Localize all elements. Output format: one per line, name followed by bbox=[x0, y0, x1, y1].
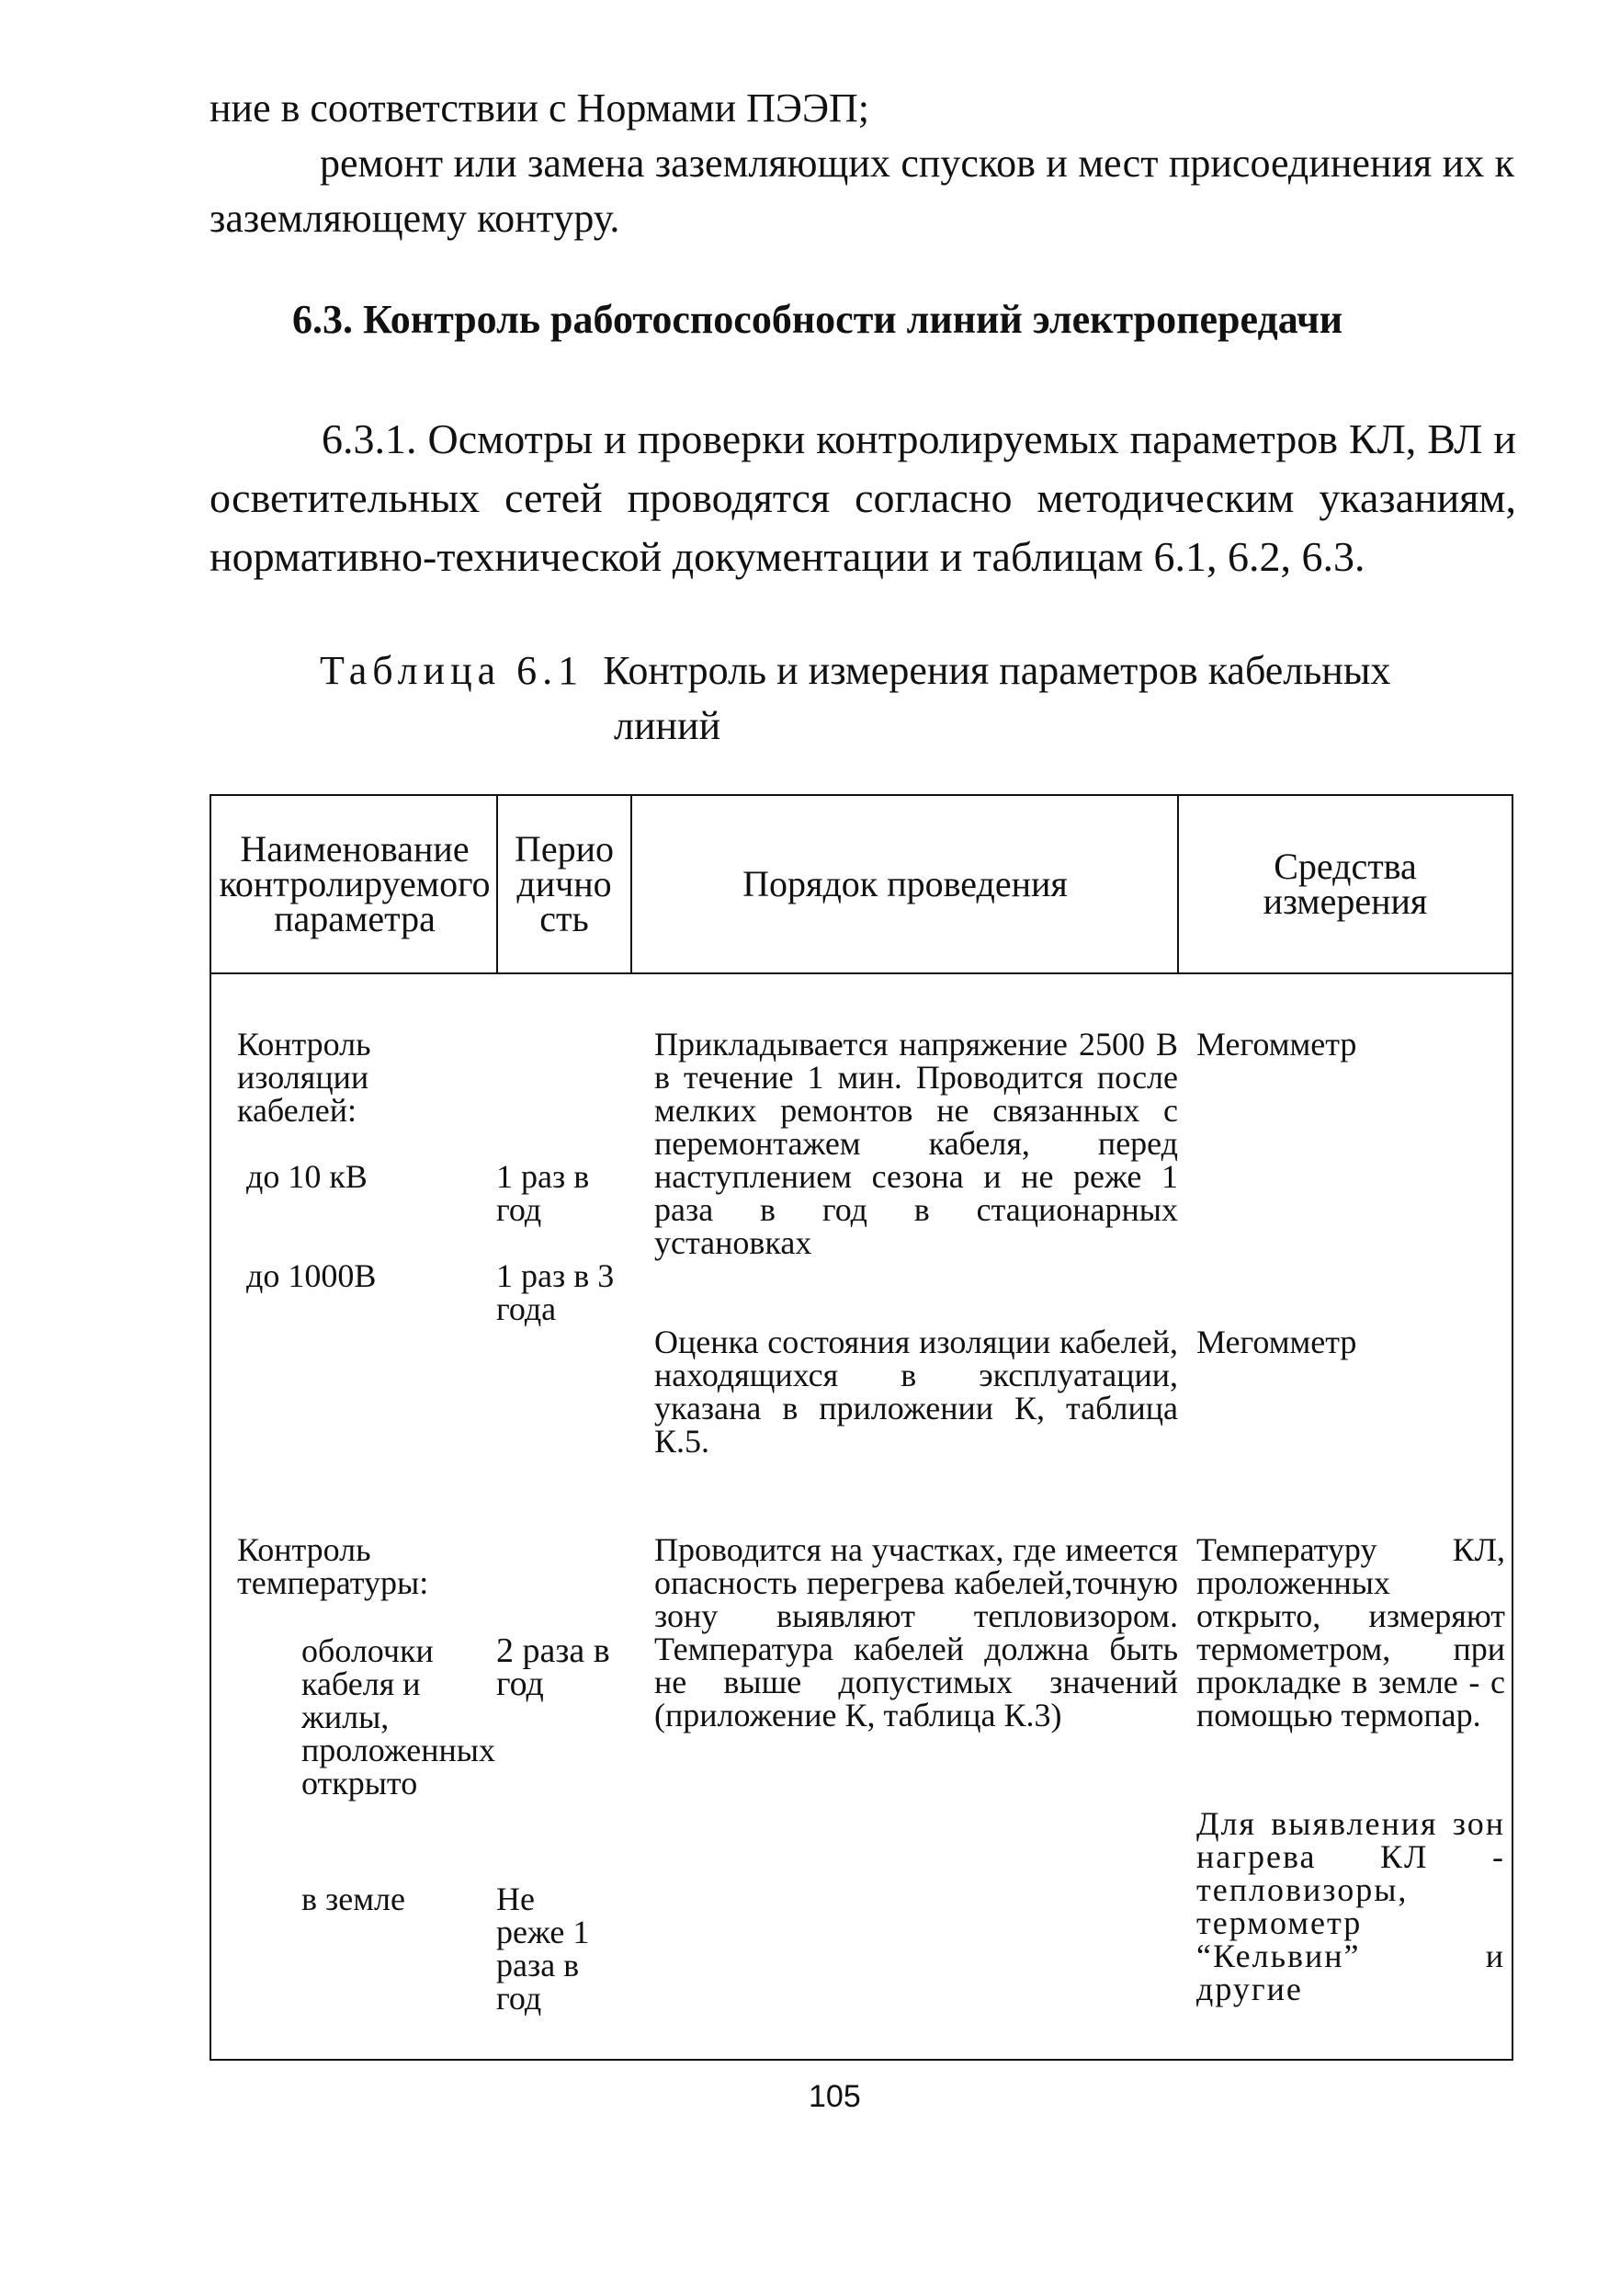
body-line-1: ние в соответствии с Нормами ПЭЭП; bbox=[210, 85, 869, 131]
table-header-cell: Наименование контролируемого параметра bbox=[219, 828, 491, 939]
row-procedure: Проводится на участках, где имеется опасность перегрева кабелей,точную зону выявляют тепловизором. Температура кабелей должна быть не выше допустимых значений (приложение К, таблица К.3) bbox=[654, 1531, 1178, 1733]
row-param-sub: оболочки кабеля и жилы, проложенных открыто bbox=[301, 1632, 495, 1802]
row-procedure: Оценка состояния изоляции кабелей, находящихся в эксплуатации, указана в приложении К, таблица К.5. bbox=[654, 1324, 1178, 1460]
body-paragraph-3: 6.3.1. Осмотры и проверки контролируемых параметров КЛ, ВЛ и осветительных сетей проводятся согласно методическим указаниям, нормативно-технической документации и таблицам 6.1, 6.2, 6.3. bbox=[210, 415, 1516, 580]
row-param-sub: до 10 кВ bbox=[246, 1158, 368, 1195]
row-period: 2 раза в год bbox=[496, 1631, 610, 1703]
table-header-cell: Порядок проведения bbox=[742, 863, 1068, 904]
row-tool: Для выявления зон нагрева КЛ - тепловизоры, термометр “Кельвин” и другие bbox=[1196, 1805, 1505, 2007]
table-header-rule bbox=[210, 972, 1513, 974]
section-title: 6.3. Контроль работоспособности линий электропередачи bbox=[292, 297, 1343, 342]
page-number: 105 bbox=[809, 2079, 861, 2114]
row-tool: Мегомметр bbox=[1196, 1026, 1357, 1063]
table-caption-title-cont: линий bbox=[614, 703, 721, 748]
row-param-sub: до 1000В bbox=[246, 1257, 377, 1294]
table-divider bbox=[630, 794, 632, 974]
row-procedure: Прикладывается напряжение 2500 В в течение 1 мин. Проводится после мелких ремонтов не связанных с перемонтажем кабеля, перед наступлением сезона и не реже 1 раза в год в стационарных установках bbox=[654, 1026, 1178, 1261]
table-header-cell: Периодичность bbox=[514, 828, 615, 939]
table-divider bbox=[496, 794, 498, 974]
row-tool: Температуру КЛ, проложенных открыто, измеряют термометром, при прокладке в земле - с помощью термопар. bbox=[1196, 1531, 1505, 1733]
row-param-sub: в земле bbox=[301, 1881, 405, 1917]
row-period: Не реже 1 раза в год bbox=[496, 1881, 590, 2017]
row-param-name: Контроль изоляции кабелей: bbox=[237, 1026, 371, 1129]
table-caption-title: Контроль и измерения параметров кабельных bbox=[603, 648, 1391, 693]
table-caption-label: Таблица 6.1 bbox=[320, 648, 584, 693]
row-period: 1 раз в год bbox=[496, 1158, 590, 1228]
row-param-name: Контроль температуры: bbox=[237, 1531, 429, 1601]
row-tool: Мегомметр bbox=[1196, 1324, 1357, 1360]
row-period: 1 раз в 3 года bbox=[496, 1257, 615, 1327]
table-caption bbox=[320, 643, 1514, 754]
body-paragraph-2: ремонт или замена заземляющих спусков и мест присоединения их к заземляющему контуру. bbox=[210, 141, 1514, 241]
table-header-cell: Средства измерения bbox=[1263, 846, 1428, 922]
